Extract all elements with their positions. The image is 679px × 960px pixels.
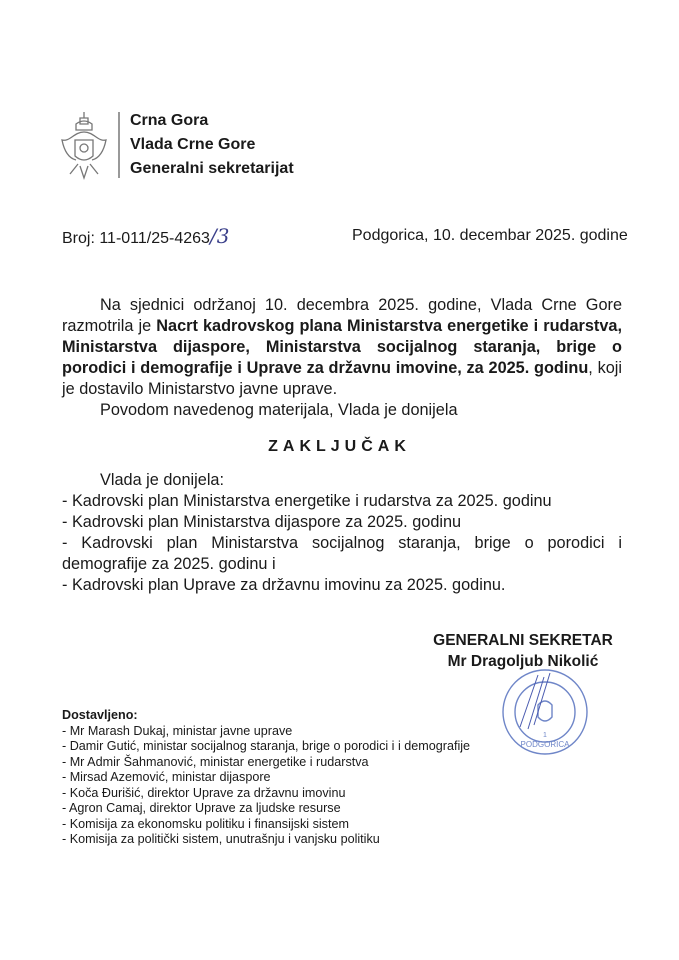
distribution-heading: Dostavljeno: <box>62 708 138 722</box>
conclusion-title: ZAKLJUČAK <box>268 438 411 455</box>
handwritten-suffix: /3 <box>209 224 230 248</box>
signature-block <box>418 630 628 672</box>
distribution-item: - Mirsad Azemović, ministar dijaspore <box>62 770 271 784</box>
p1-subject: Nacrt kadrovskog plana Ministarstva energetike i rudarstva, Ministarstva dijaspore, Ministarstva socijalnog staranja, brige o porodici i demografije i Uprave za državnu imovine, za 2025. godinu <box>62 317 622 377</box>
reference-number-text: Broj: 11-011/25-4263 <box>62 230 210 247</box>
p1-intro: Na sjednici održanoj 10. decembra 2025. godine, Vlada Crne Gore razmotrila je <box>62 296 622 335</box>
distribution-item: - Mr Admir Šahmanović, ministar energetike i rudarstva <box>62 754 369 769</box>
p1-end: , koji je dostavilo Ministarstvo javne uprave. <box>62 359 623 398</box>
distribution-item: - Komisija za ekonomsku politiku i finansijski sistem <box>62 816 349 831</box>
distribution-item: - Damir Gutić, ministar socijalnog staranja, brige o porodici i i demografije <box>62 739 471 753</box>
document-body <box>62 295 622 421</box>
svg-text:1: 1 <box>543 732 547 739</box>
conclusion-item: - Kadrovski plan Ministarstva dijaspore za 2025. godinu <box>62 513 462 531</box>
distribution-item: - Komisija za politički sistem, unutrašnju i vanjsku politiku <box>62 832 380 846</box>
distribution-list <box>62 708 470 848</box>
conclusion-item: - Kadrovski plan Ministarstva socijalnog staranja, brige o porodici i demografije za 2025. godinu i <box>62 534 622 573</box>
org-secretariat: Generalni sekretarijat <box>130 160 294 177</box>
svg-text:PODGORICA: PODGORICA <box>520 740 570 749</box>
conclusion-item: - Kadrovski plan Uprave za državnu imovinu za 2025. godinu. <box>62 576 506 594</box>
org-government: Vlada Crne Gore <box>130 136 256 153</box>
conclusion-item: - Kadrovski plan Ministarstva energetike i rudarstva za 2025. godinu <box>62 492 552 510</box>
organization-name <box>130 109 294 181</box>
conclusion-body <box>62 470 622 596</box>
official-stamp <box>500 667 590 757</box>
distribution-item: - Mr Marash Dukaj, ministar javne uprave <box>62 723 293 738</box>
coat-of-arms-logo <box>58 110 110 182</box>
paragraph-1 <box>62 295 622 400</box>
signatory-title: GENERALNI SEKRETAR <box>433 632 613 649</box>
header-divider <box>118 112 120 178</box>
reference-number <box>62 224 229 248</box>
signatory-name: Mr Dragoljub Nikolić <box>447 653 599 670</box>
distribution-item: - Koča Đurišić, direktor Uprave za državnu imovinu <box>62 785 346 800</box>
place-date: Podgorica, 10. decembar 2025. godine <box>352 227 628 244</box>
distribution-item: - Agron Camaj, direktor Uprave za ljudske resurse <box>62 801 341 815</box>
reference-suffix: 3 <box>216 224 230 248</box>
conclusion-intro: Vlada je donijela: <box>100 471 225 489</box>
paragraph-2: Povodom navedenog materijala, Vlada je donijela <box>100 401 458 419</box>
org-country: Crna Gora <box>130 112 209 129</box>
